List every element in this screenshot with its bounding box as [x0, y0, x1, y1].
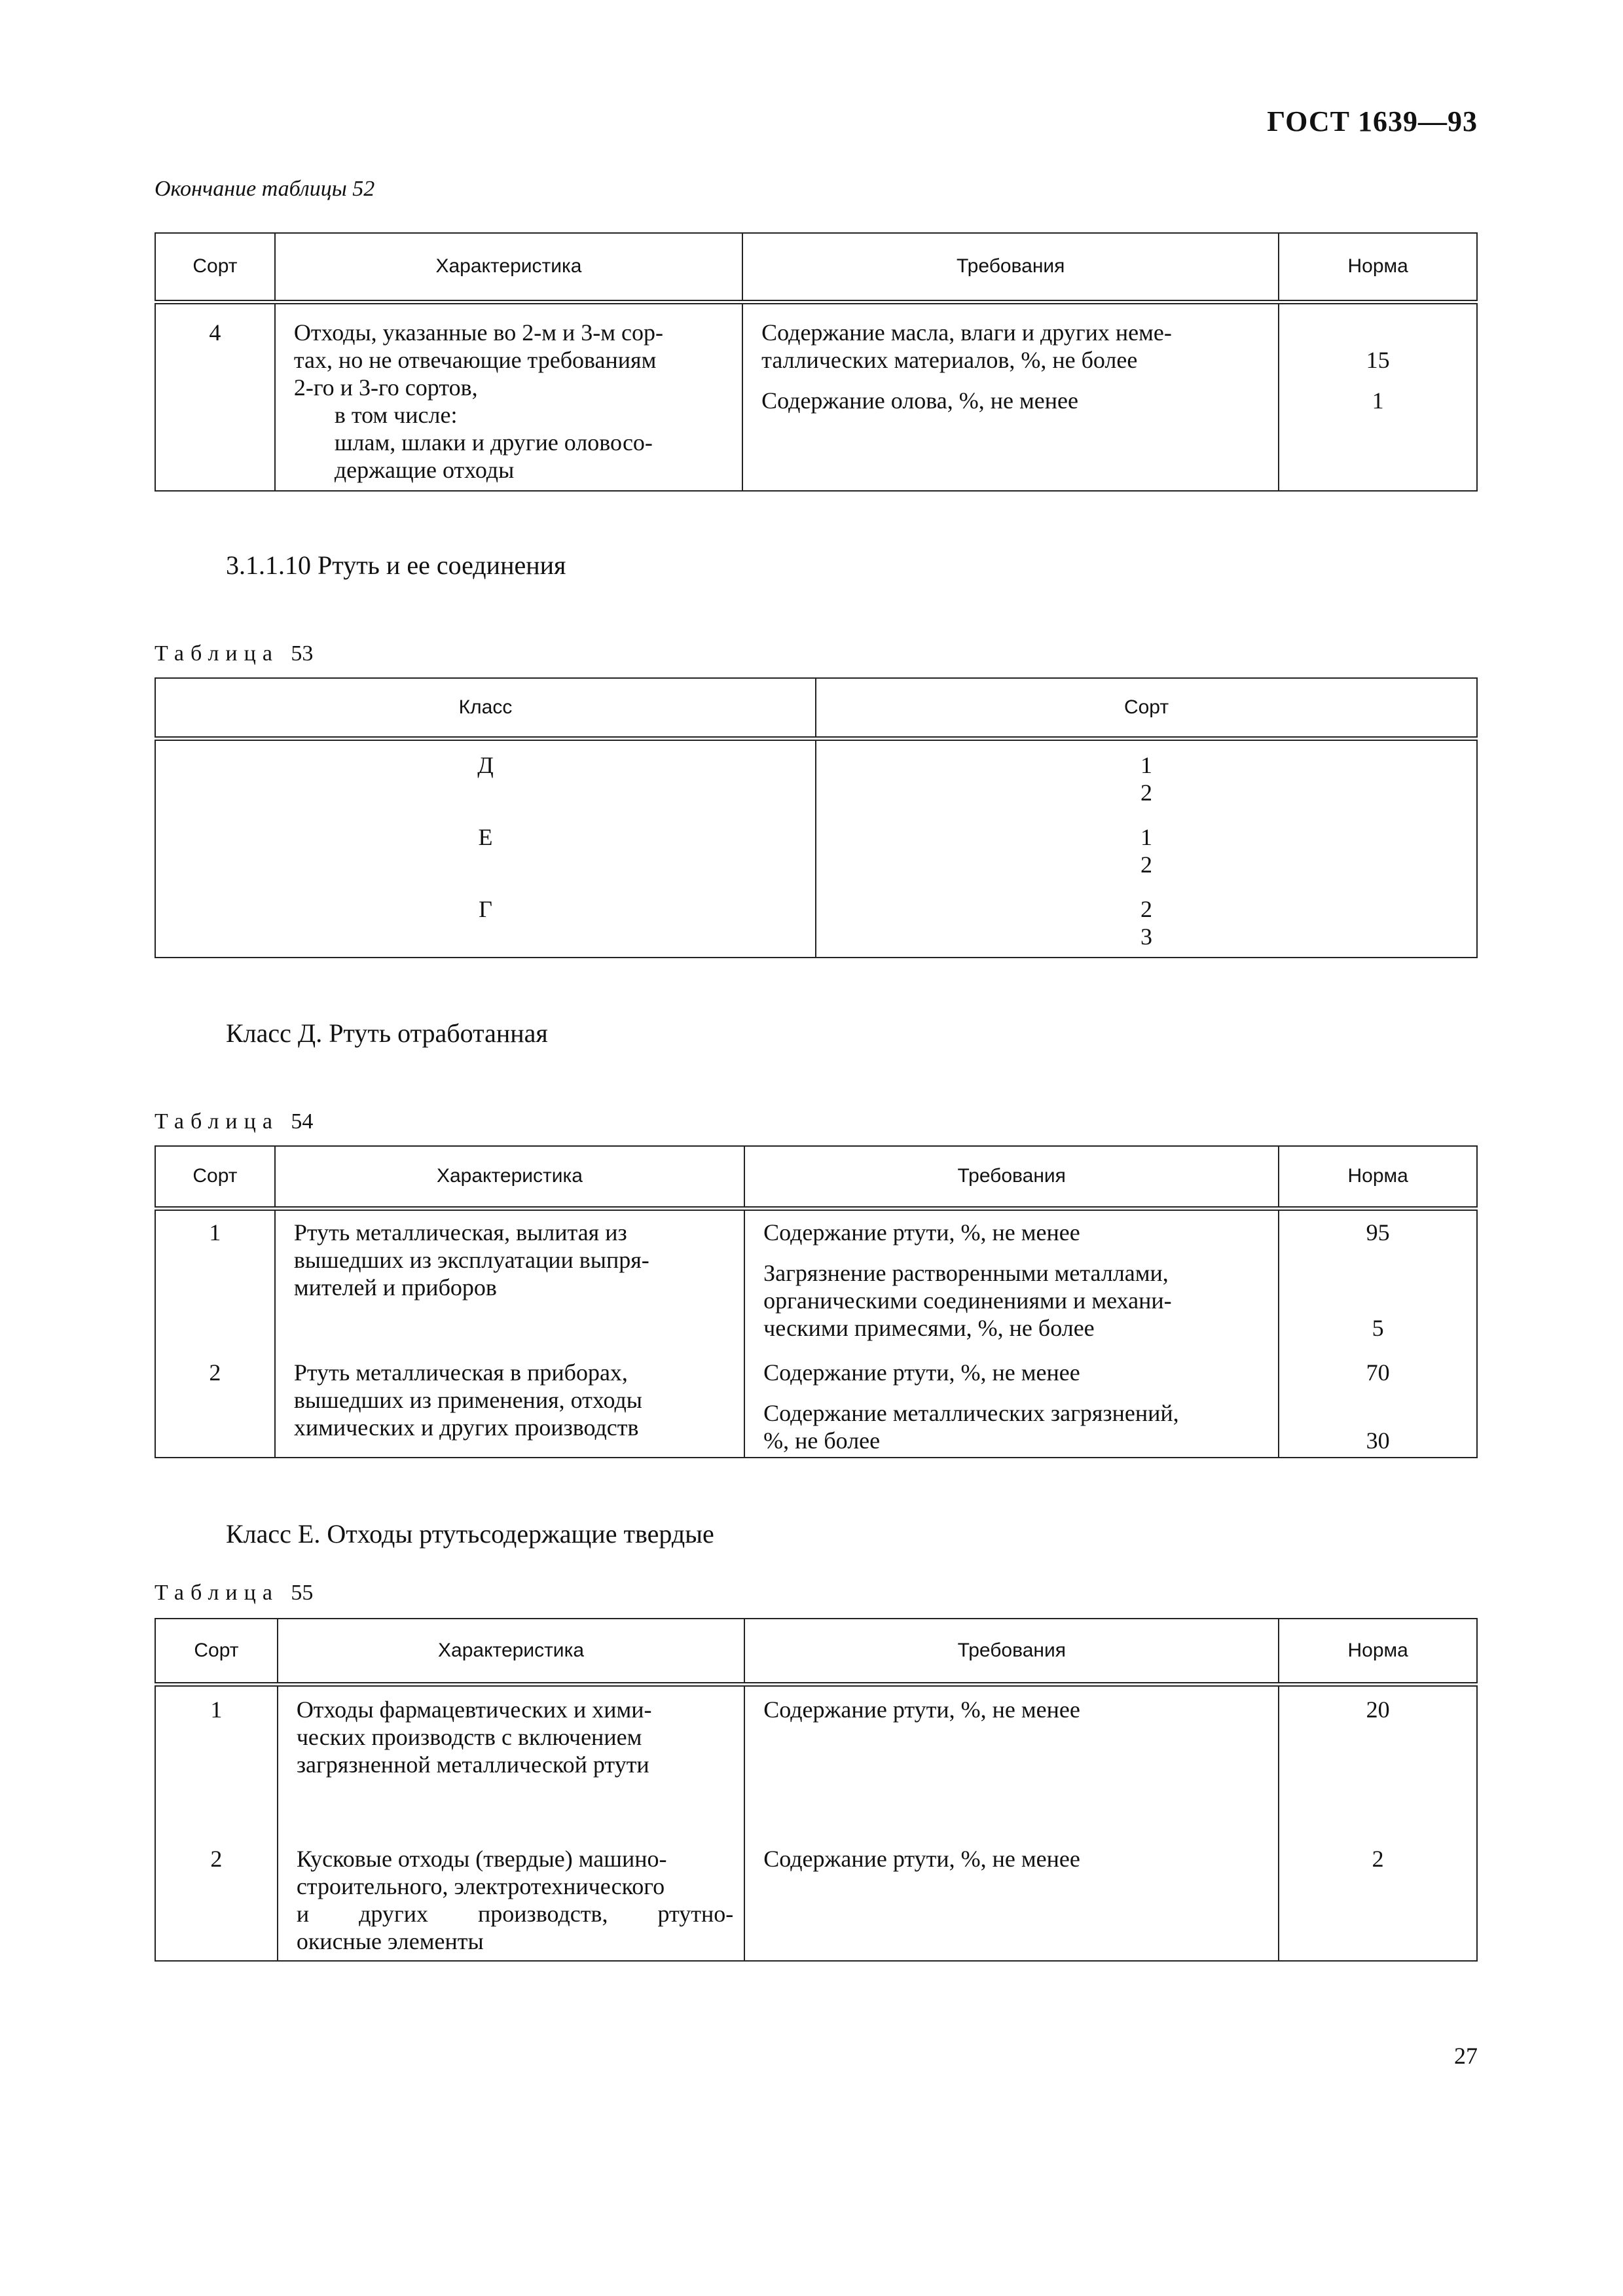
requirement-cell — [744, 1342, 1279, 1458]
table-caption-number: 53 — [291, 641, 314, 666]
norm-value: 15 — [1366, 346, 1390, 373]
class-d-title: Класс Д. Ртуть отработанная — [226, 1018, 548, 1048]
text-line: в том числе: — [334, 401, 458, 428]
characteristic-cell — [275, 302, 742, 491]
characteristic-cell — [275, 1208, 744, 1342]
text-line: Кусковые отходы (твердые) машино- — [296, 1846, 667, 1872]
norm-value: 30 — [1366, 1427, 1390, 1454]
table-55 — [155, 1618, 1478, 1962]
column-header: Норма — [1279, 1619, 1477, 1684]
table-caption-word: Таблица — [155, 1109, 279, 1134]
text-line: шлам, шлаки и другие оловосо- — [334, 429, 653, 456]
text-line: вышедших из применения, отходы — [293, 1386, 642, 1413]
norm-value: 95 — [1366, 1219, 1390, 1246]
text-line: строительного, электротехнического — [296, 1873, 665, 1899]
column-header: Требования — [742, 233, 1279, 302]
text-line: Содержание ртути, %, не менее — [763, 1219, 1080, 1246]
characteristic-cell — [278, 1684, 744, 1845]
norm-cell — [1279, 1342, 1477, 1458]
requirement-cell: Содержание ртути, %, не менее — [744, 1684, 1279, 1845]
table-row — [155, 1845, 1477, 1961]
sort-value: 2 — [1140, 779, 1152, 806]
sort-cell: 1 — [155, 1684, 278, 1845]
text-line: Ртуть металлическая в приборах, — [293, 1359, 628, 1386]
class-cell — [155, 738, 816, 958]
column-header: Норма — [1279, 233, 1477, 302]
column-header: Сорт — [155, 233, 275, 302]
sort-cell: 1 — [155, 1208, 275, 1342]
table-caption-number: 54 — [291, 1109, 314, 1134]
sort-value: 3 — [1140, 923, 1152, 950]
text-line: ческих производств с включением — [296, 1723, 642, 1750]
column-header: Класс — [155, 678, 816, 738]
table-caption-word: Таблица — [155, 1581, 279, 1605]
section-title: 3.1.1.10 Ртуть и ее соединения — [226, 550, 566, 580]
sort-cell: 2 — [155, 1342, 275, 1458]
table-caption — [155, 1109, 313, 1134]
text-line: держащие отходы — [334, 456, 515, 483]
column-header: Требования — [744, 1146, 1279, 1208]
class-e-title: Класс Е. Отходы ртутьсодержащие твердые — [226, 1519, 714, 1549]
text-line: Ртуть металлическая, вылитая из — [293, 1219, 627, 1246]
table-53 — [155, 677, 1478, 958]
column-header: Характеристика — [275, 233, 742, 302]
text-line: 2-го и 3-го сортов, — [293, 374, 478, 401]
text-line: загрязненной металлической ртути — [296, 1751, 649, 1778]
characteristic-cell — [278, 1845, 744, 1961]
class-value: Г — [479, 895, 492, 922]
text-line: и других производств, ртутно- — [296, 1901, 734, 1927]
text-line: Содержание масла, влаги и других неме- — [761, 319, 1172, 346]
text-line: таллических материалов, %, не более — [761, 346, 1138, 373]
requirement-cell: Содержание ртути, %, не менее — [744, 1845, 1279, 1961]
text-line: ческими примесями, %, не более — [763, 1314, 1095, 1341]
text-line: тах, но не отвечающие требованиям — [293, 346, 657, 373]
column-header: Требования — [744, 1619, 1279, 1684]
norm-cell — [1279, 1208, 1477, 1342]
requirement-cell — [744, 1208, 1279, 1342]
column-header: Сорт — [155, 1619, 278, 1684]
sort-value: 1 — [1140, 823, 1152, 850]
norm-value: 5 — [1372, 1314, 1384, 1341]
column-header: Сорт — [155, 1146, 275, 1208]
text-line: органическими соединениями и механи- — [763, 1287, 1172, 1314]
norm-cell — [1279, 302, 1477, 491]
column-header: Норма — [1279, 1146, 1477, 1208]
text-line: %, не более — [763, 1427, 881, 1454]
standard-number: ГОСТ 1639—93 — [1267, 105, 1478, 137]
sort-value: 1 — [1140, 751, 1152, 778]
class-value: Е — [478, 823, 493, 850]
table-continuation-caption: Окончание таблицы 52 — [155, 177, 375, 201]
table-52-end — [155, 232, 1478, 492]
table-row — [155, 1208, 1477, 1342]
text-line: Отходы фармацевтических и хими- — [296, 1696, 652, 1723]
column-header: Характеристика — [278, 1619, 744, 1684]
table-row — [155, 302, 1477, 491]
text-line: окисные элементы — [296, 1928, 484, 1954]
sort-cell: 2 — [155, 1845, 278, 1961]
norm-cell: 2 — [1279, 1845, 1477, 1961]
text-line: Содержание ртути, %, не менее — [763, 1359, 1080, 1386]
table-caption — [155, 641, 313, 666]
text-line: мителей и приборов — [293, 1274, 497, 1300]
text-line: Отходы, указанные во 2-м и 3-м сор- — [293, 319, 663, 346]
sort-cell: 4 — [155, 302, 275, 491]
text-line: Содержание олова, %, не менее — [761, 387, 1078, 414]
table-row — [155, 738, 1477, 958]
sort-value: 2 — [1140, 895, 1152, 922]
table-caption-number: 55 — [291, 1581, 314, 1605]
table-caption — [155, 1581, 313, 1605]
text-line: вышедших из эксплуатации выпря- — [293, 1246, 649, 1273]
requirement-cell — [742, 302, 1279, 491]
page-number: 27 — [1454, 2043, 1478, 2069]
table-row — [155, 1342, 1477, 1458]
text-line: Содержание металлических загрязнений, — [763, 1399, 1179, 1426]
norm-cell: 20 — [1279, 1684, 1477, 1845]
text-line: химических и других производств — [293, 1414, 639, 1441]
class-value: Д — [477, 751, 494, 778]
column-header: Сорт — [816, 678, 1477, 738]
sort-value: 2 — [1140, 851, 1152, 878]
table-row — [155, 1684, 1477, 1845]
text-line: Загрязнение растворенными металлами, — [763, 1259, 1169, 1286]
sort-cell — [816, 738, 1477, 958]
table-caption-word: Таблица — [155, 641, 279, 666]
column-header: Характеристика — [275, 1146, 744, 1208]
table-54 — [155, 1145, 1478, 1458]
characteristic-cell — [275, 1342, 744, 1458]
norm-value: 1 — [1372, 387, 1384, 414]
norm-value: 70 — [1366, 1359, 1390, 1386]
